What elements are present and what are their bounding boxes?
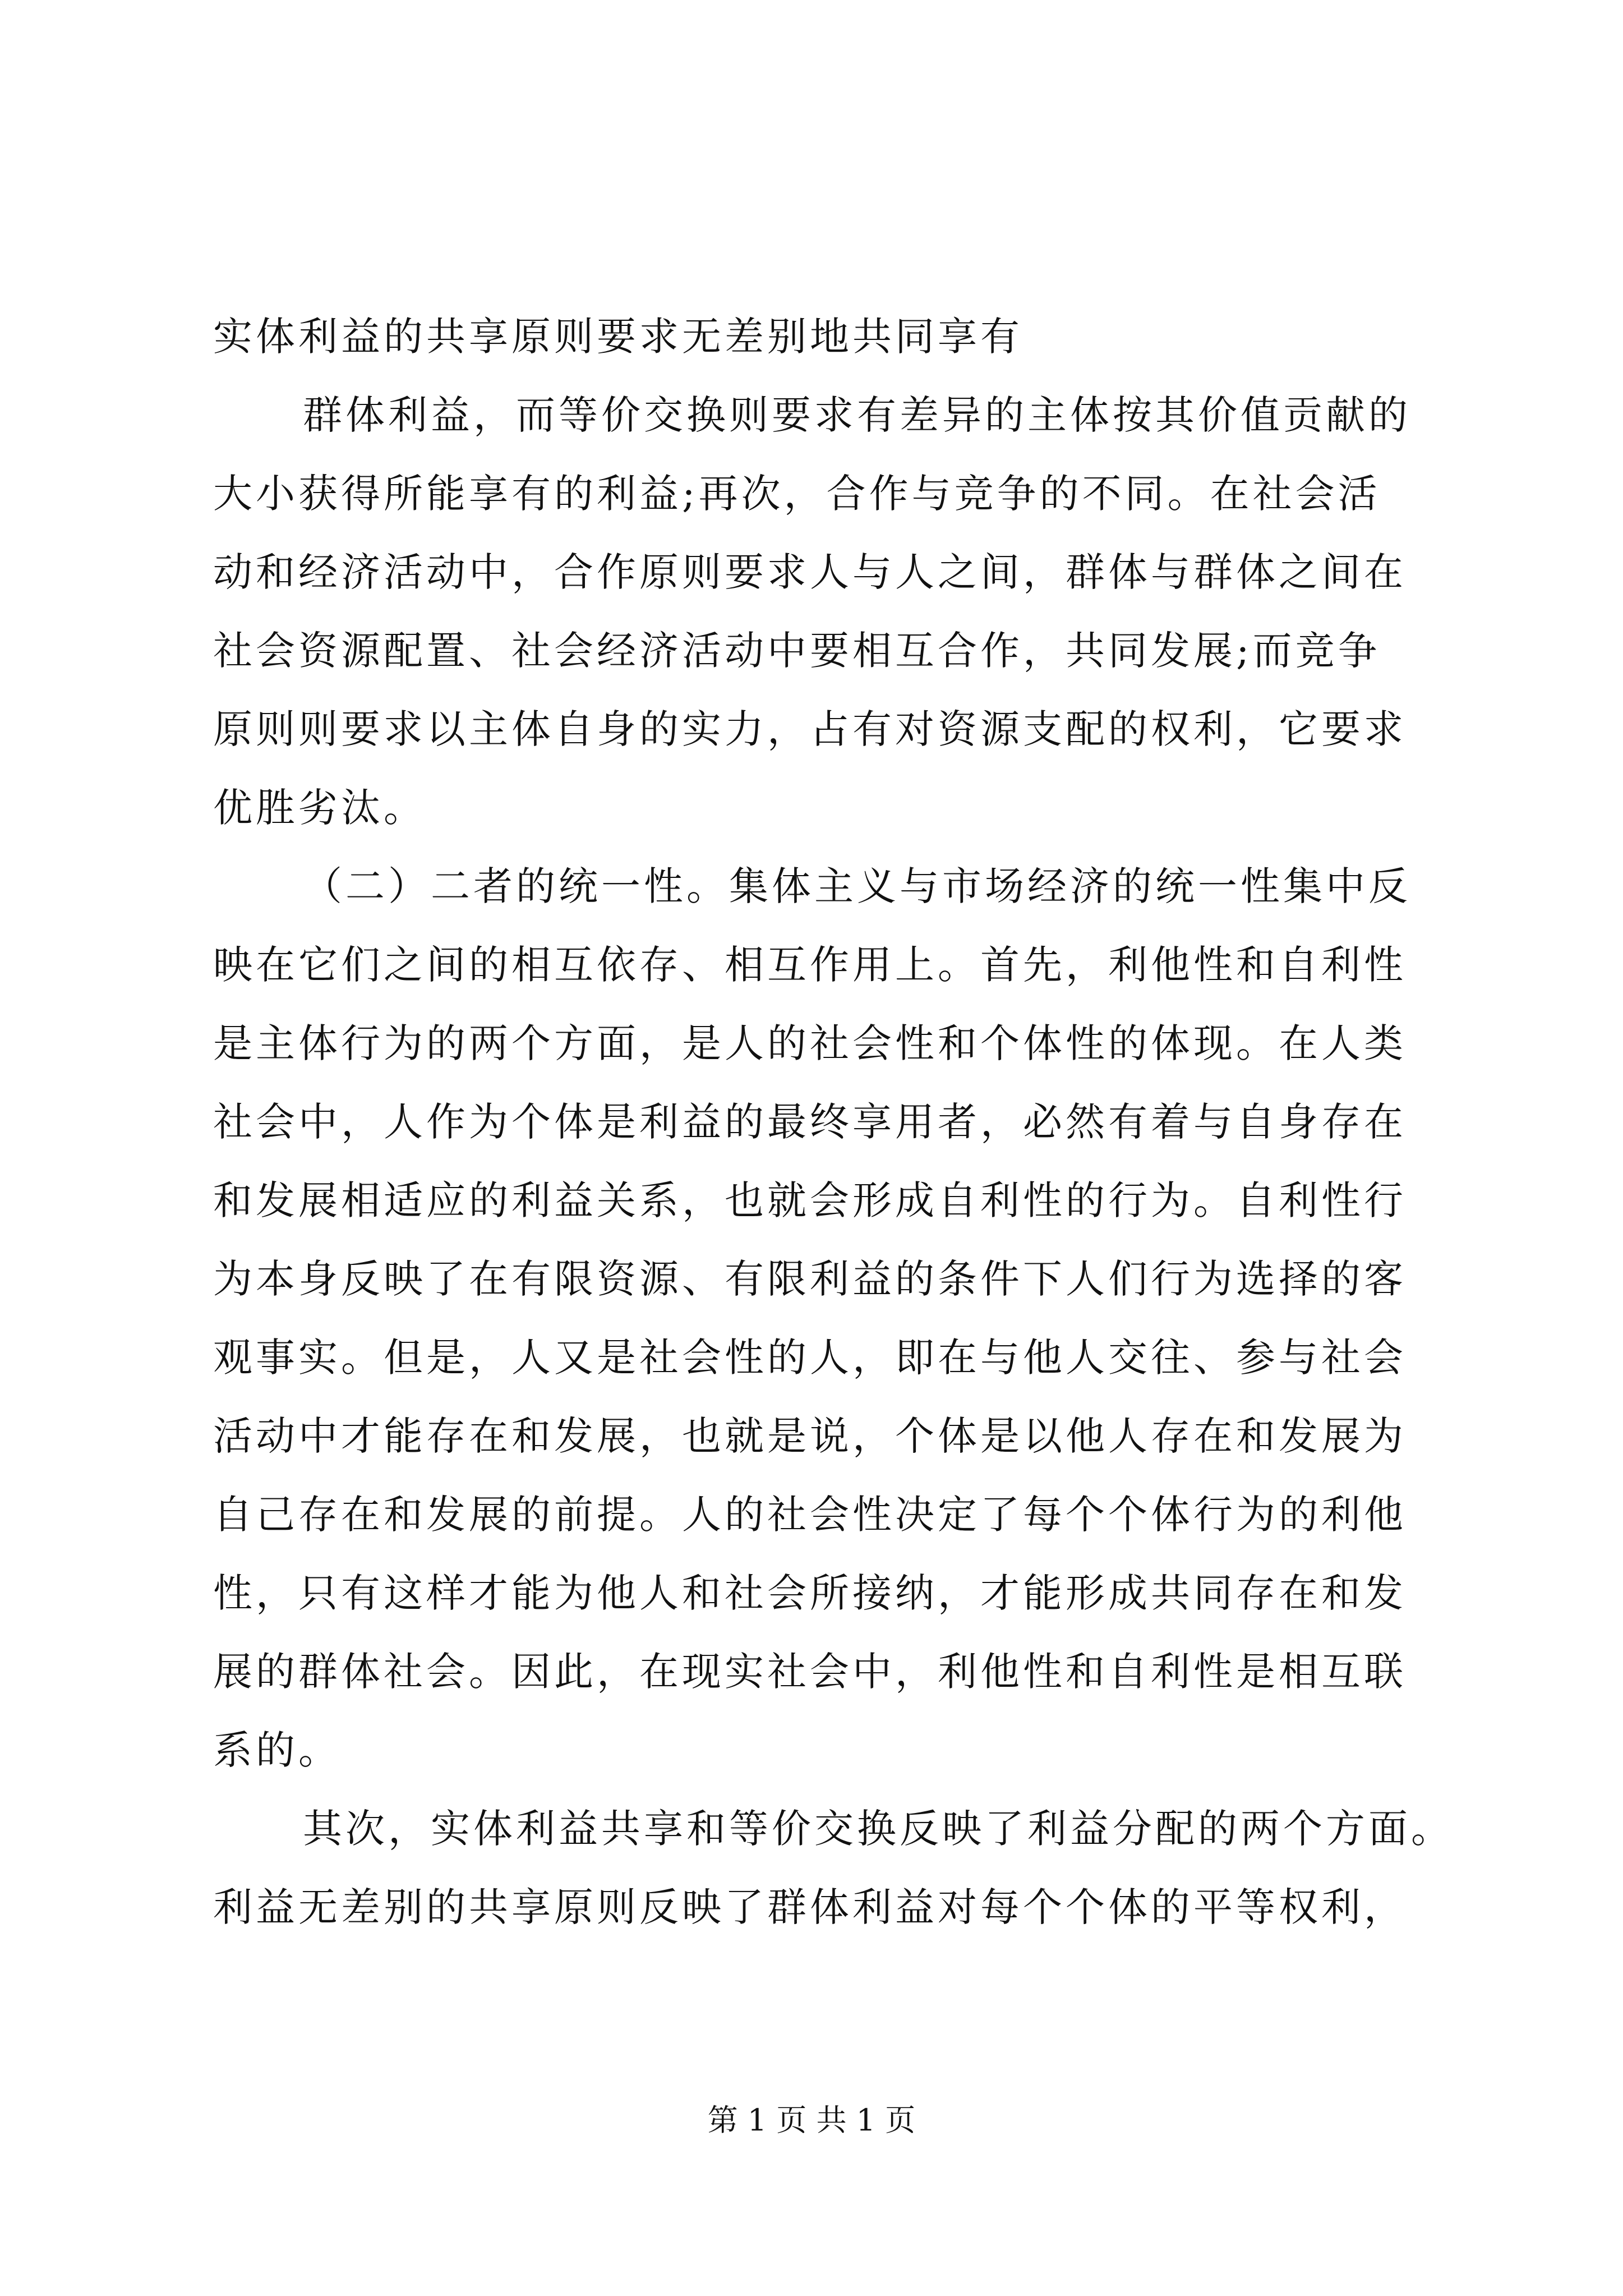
- text-line: 大小获得所能享有的利益;再次，合作与竞争的不同。在社会活: [213, 471, 1381, 517]
- text-line: 和发展相适应的利益关系，也就会形成自利性的行为。自利性行: [213, 1177, 1407, 1223]
- document-body: [213, 297, 1454, 1947]
- text-line: 利益无差别的共享原则反映了群体利益对每个个体的平等权利，: [213, 1884, 1407, 1930]
- page-number-footer: 第 1 页 共 1 页: [707, 2102, 916, 2138]
- text-line: 活动中才能存在和发展，也就是说，个体是以他人存在和发展为: [213, 1413, 1407, 1459]
- text-line: 社会中，人作为个体是利益的最终享用者，必然有着与自身存在: [213, 1099, 1407, 1145]
- text-line: 社会资源配置、社会经济活动中要相互合作，共同发展;而竞争: [213, 628, 1381, 674]
- text-line: （二）二者的统一性。集体主义与市场经济的统一性集中反: [303, 863, 1411, 909]
- text-line: 性，只有这样才能为他人和社会所接纳，才能形成共同存在和发: [213, 1570, 1407, 1616]
- text-line: 是主体行为的两个方面，是人的社会性和个体性的体现。在人类: [213, 1020, 1407, 1066]
- text-line: 自己存在和发展的前提。人的社会性决定了每个个体行为的利他: [213, 1492, 1407, 1538]
- text-line: 原则则要求以主体自身的实力，占有对资源支配的权利，它要求: [213, 706, 1407, 752]
- text-line: 观事实。但是，人又是社会性的人，即在与他人交往、参与社会: [213, 1335, 1407, 1381]
- text-line: 实体利益的共享原则要求无差别地共同享有: [213, 314, 1023, 360]
- text-line: 其次，实体利益共享和等价交换反映了利益分配的两个方面。: [303, 1806, 1454, 1852]
- text-line: 为本身反映了在有限资源、有限利益的条件下人们行为选择的客: [213, 1256, 1407, 1302]
- text-line: 优胜劣汰。: [213, 785, 426, 831]
- text-line: 展的群体社会。因此，在现实社会中，利他性和自利性是相互联: [213, 1649, 1407, 1695]
- text-line: 映在它们之间的相互依存、相互作用上。首先，利他性和自利性: [213, 942, 1407, 988]
- text-line: 动和经济活动中，合作原则要求人与人之间，群体与群体之间在: [213, 549, 1407, 595]
- text-line: 群体利益，而等价交换则要求有差异的主体按其价值贡献的: [303, 392, 1411, 438]
- text-line: 系的。: [213, 1727, 341, 1773]
